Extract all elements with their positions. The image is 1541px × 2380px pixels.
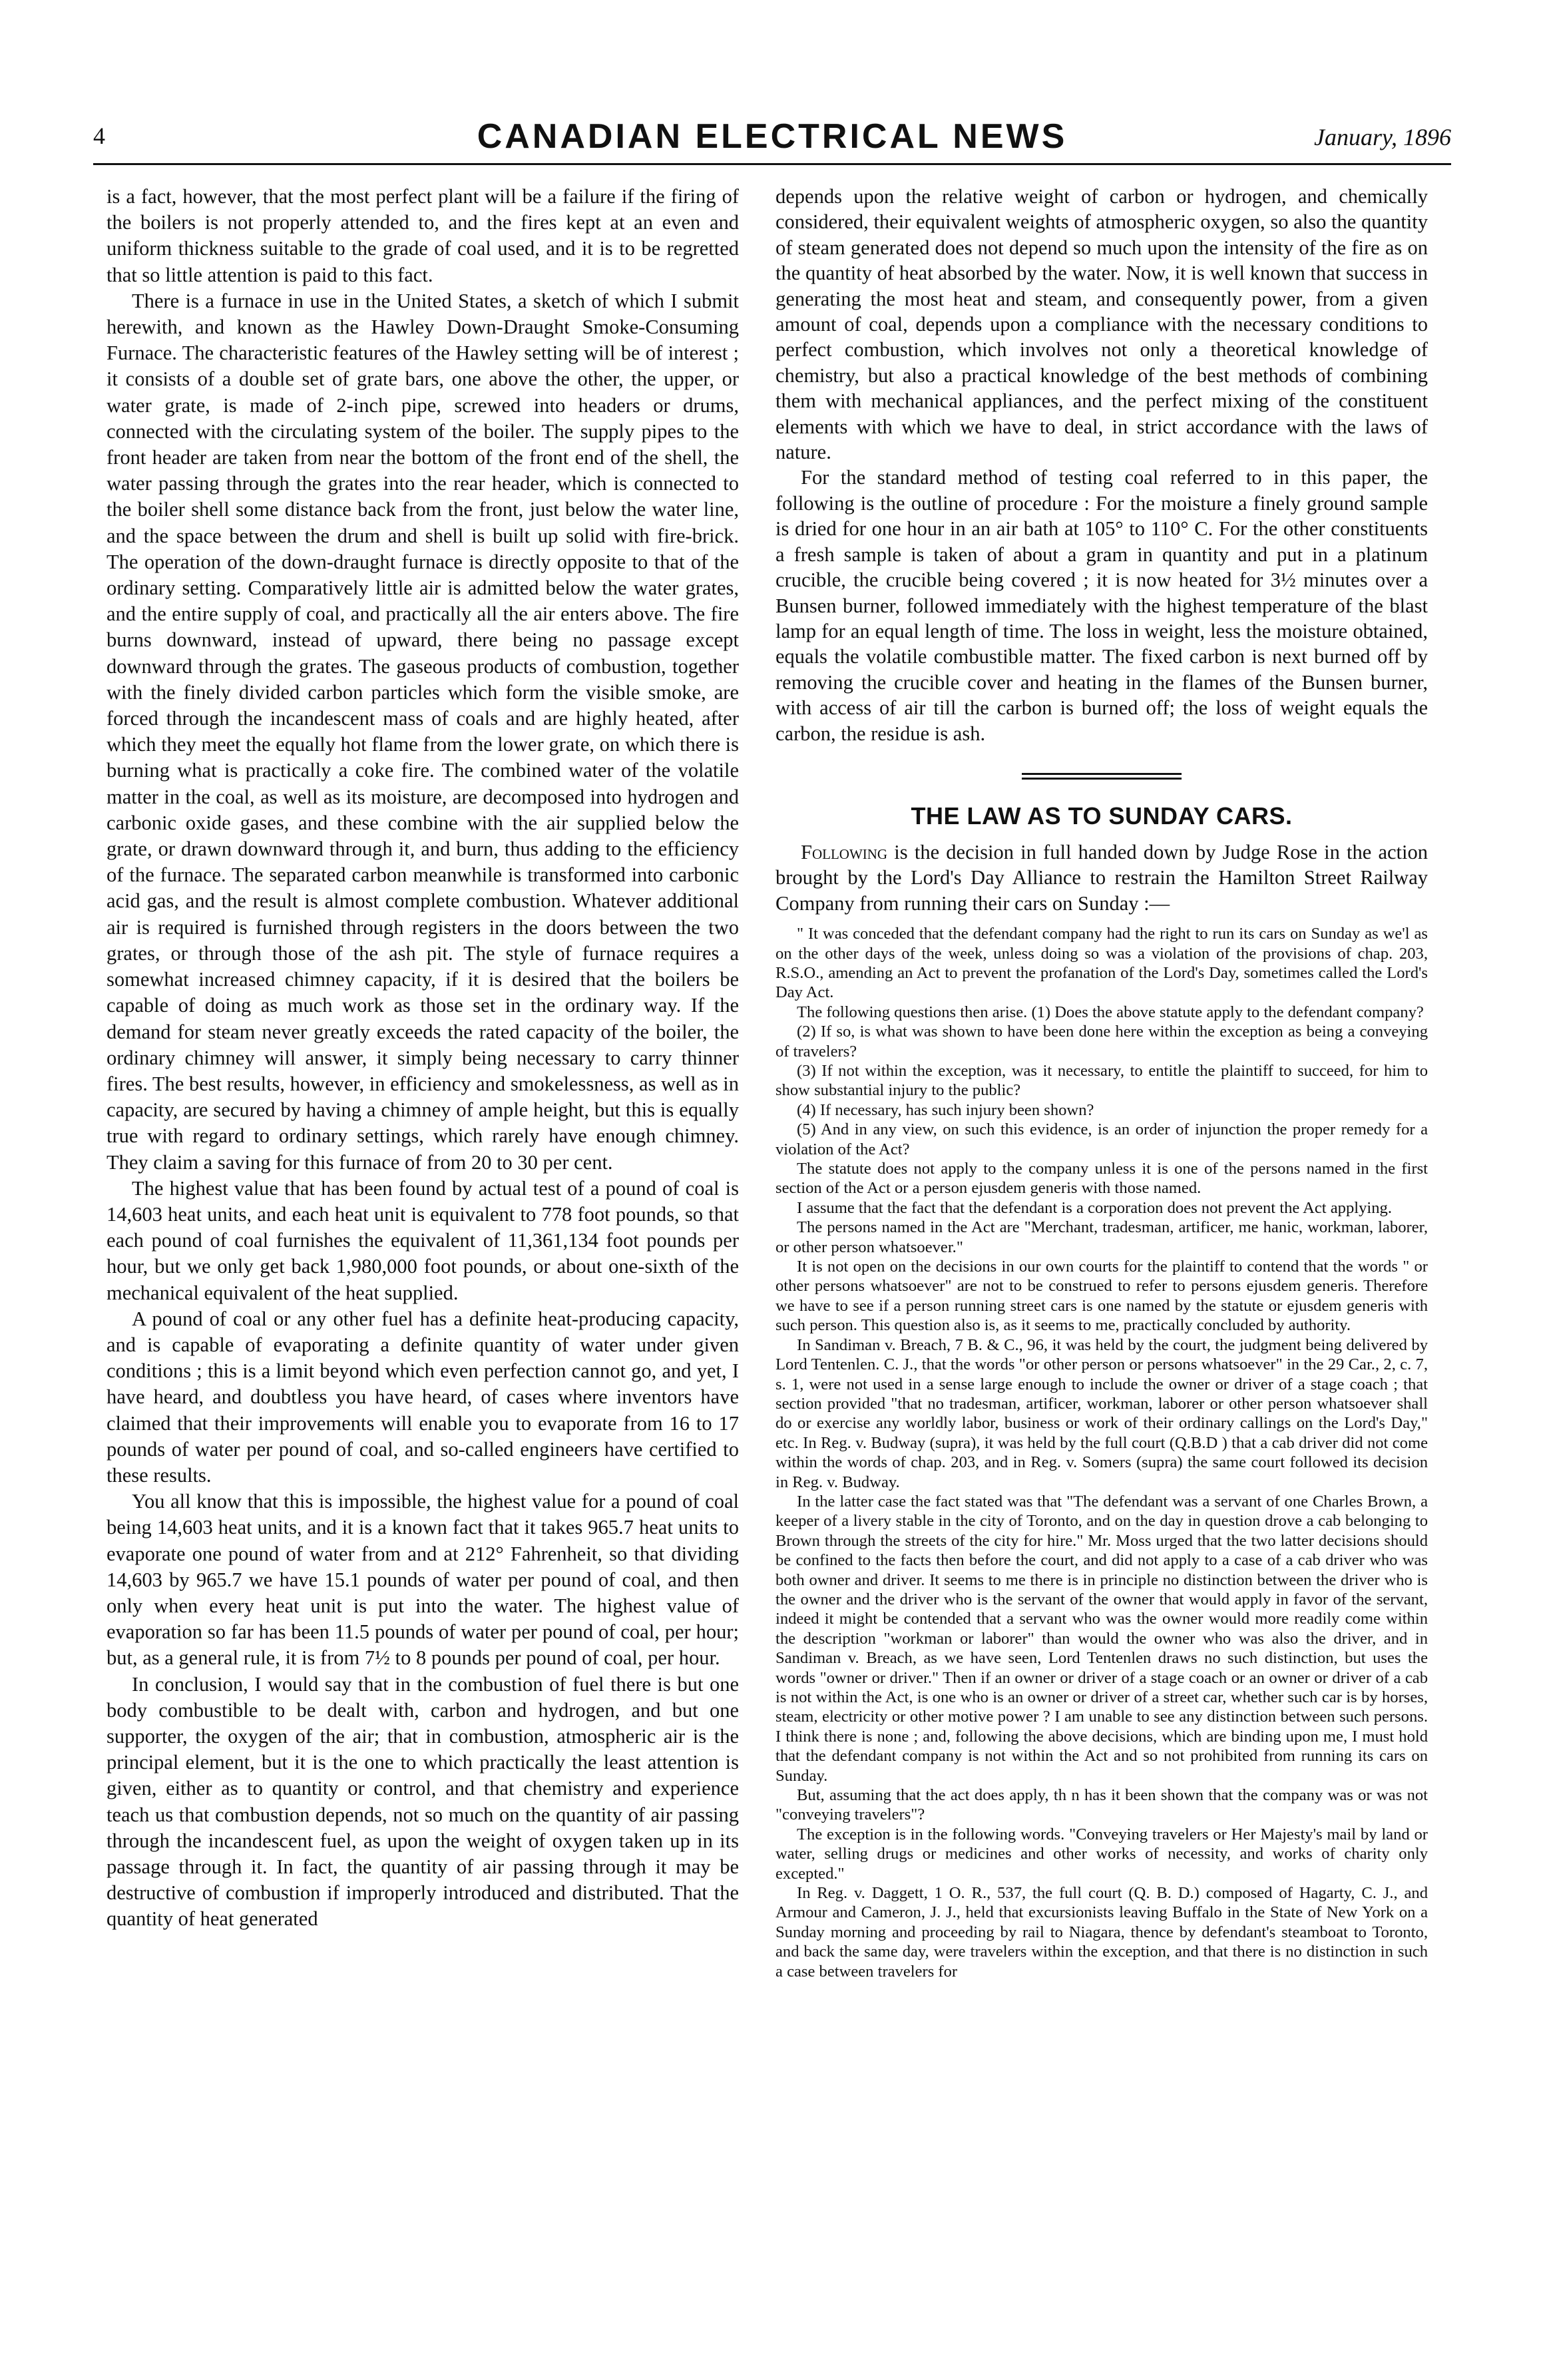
right-column [775,184,1428,1981]
paragraph: A pound of coal or any other fuel has a definite heat-producing capacity, and is capable of evaporating a definite quantity of water under given conditions ; this is a limit beyond which even perfection cannot go, and yet, I have heard, and doubtless you have heard, of cases where inventors have claimed that their improvements will enable you to evaporate from 16 to 17 pounds of water per pound of coal, and so-called engineers have certified to these results. [107,1307,739,1487]
article-heading: THE LAW AS TO SUNDAY CARS. [911,802,1293,830]
decision-paragraph: In Reg. v. Daggett, 1 O. R., 537, the full court (Q. B. D.) composed of Hagarty, C. J., and Armour and Cameron, J. J., held that excursionists leaving Buffalo in the State of New York on a Sunday morning and proceeding by rail to Niagara, thence by defendant's steamboat to Toronto, and back the same day, were travelers within the exception, and that there is no distinction in such a case between travelers for [775,1884,1428,1981]
paragraph: depends upon the relative weight of carbon or hydrogen, and chemically considered, their equivalent weights of atmospheric oxygen, so also the quantity of steam generated does not depend so much upon the intensity of the fire as on the quantity of heat absorbed by the water. Now, it is well known that success in generating the most heat and steam, and consequently power, from a given amount of coal, depends upon a compliance with the necessary conditions to perfect combustion, which involves not only a theoretical knowledge of chemistry, but also a practical knowledge of the best methods of combining them with mechanical appliances, and the perfect mixing of the constituent elements with which we have to deal, in strict accordance with the laws of nature. [775,185,1428,464]
decision-paragraph: In the latter case the fact stated was that "The defendant was a servant of one Charles Brown, a keeper of a livery stable in the city of Toronto, and on the day in question drove a cab belonging to Brown through the streets of the city for hire." Mr. Moss urged that the two latter decisions should be confined to the facts then before the court, and did not apply to a case of a cab driver who was both owner and driver. It seems to me there is in principle no distinction between the driver who is the owner and the driver who is the servant of the owner that would apply in favor of the servant, indeed it might be contended that a servant who was the owner would more readily come within the description "workman or laborer" than would the owner who was also the driver, and in Sandiman v. Breach, as we have seen, Lord Tentenlen draws no such distinction, but uses the words "owner or driver." Then if an owner or driver of a stage coach or an owner or driver of a cab is not within the Act, is one who is an owner or driver of a street car, whether such car is by horses, steam, electricity or other motive power ? I am unable to see any distinction between such persons. I think there is none ; and, following the above decisions, which are binding upon me, I must hold that the defendant company is not within the Act and so not prohibited from running its cars on Sunday. [775,1492,1428,1785]
paragraph: You all know that this is impossible, the highest value for a pound of coal being 14,603 heat units, and it is a known fact that it takes 965.7 heat units to evaporate one pound of water from and at 212° Fahrenheit, so that dividing 14,603 by 965.7 we have 15.1 pounds of water per pound of coal, and then only when every heat unit is put into the water. The highest value of evaporation so far has been 11.5 pounds of water per pound of coal, per hour; but, as a general rule, it is from 7½ to 8 pounds per pound of coal, per hour. [107,1490,739,1670]
page-number: 4 [93,122,105,149]
issue-date: January, 1896 [1314,124,1451,150]
masthead [93,117,1451,156]
decision-paragraph: In Sandiman v. Breach, 7 B. & C., 96, it was held by the court, the judgment being delivered by Lord Tentenlen. C. J., that the words "or other person or persons whatsoever" in the 29 Car., 2, c. 7, s. 1, were not used in a sense large enough to include the owner or driver of a stage coach ; that section provided "that no tradesman, artificer, workman, laborer or other person whatsoever shall do or exercise any worldly labor, business or work of their ordinary callings on the Lord's Day," etc. In Reg. v. Budway (supra), it was held by the full court (Q.B.D ) that a cab driver did not come within the words of chap. 203, and in Reg. v. Somers (supra) the same court followed its decision in Reg. v. Budway. [775,1335,1428,1491]
paragraph: For the standard method of testing coal referred to in this paper, the following is the outline of procedure : For the moisture a finely ground sample is dried for one hour in an air bath at 105° to 110° C. For the other constituents a fresh sample is taken of about a gram in quantity and put in a platinum crucible, the crucible being covered ; it is now heated for 3½ minutes over a Bunsen burner, followed immediately with the highest temperature of the blast lamp for an equal length of time. The loss in weight, less the moisture obtained, equals the volatile combustible matter. The fixed carbon is next burned off by removing the crucible cover and heating in the flames of the Bunsen burner, with access of air till the carbon is burned off; the loss of weight equals the carbon, the residue is ash. [775,466,1428,745]
masthead-rule [93,163,1451,165]
decision-paragraph: (4) If necessary, has such injury been shown? [797,1100,1094,1119]
lead-word: Following [801,840,888,863]
decision-paragraph: But, assuming that the act does apply, th n has it been shown that the company was or was not "conveying travelers"? [775,1786,1428,1824]
decision-paragraph: The statute does not apply to the company unless it is one of the persons named in the first section of the Act or a person ejusdem generis with those named. [775,1160,1428,1198]
article-lead [775,839,1428,916]
paragraph: is a fact, however, that the most perfect plant will be a failure if the firing of the boilers is not properly attended to, and the fires kept at an even and uniform thickness suitable to the grade of coal used, and it is to be regretted that so little attention is paid to this fact. [107,185,739,286]
publication-title: CANADIAN ELECTRICAL NEWS [477,117,1068,156]
decision-paragraph: (5) And in any view, on such this evidence, is an order of injunction the proper remedy for a violation of the Act? [775,1120,1428,1158]
decision-paragraph: (2) If so, is what was shown to have been done here within the exception as being a conveying of travelers? [775,1023,1428,1061]
paragraph: The highest value that has been found by actual test of a pound of coal is 14,603 heat units, and each heat unit is equivalent to 778 foot pounds, so that each pound of coal furnishes the equivalent of 11,361,134 foot pounds per hour, but we only get back 1,980,000 foot pounds, or about one-sixth of the mechanical equivalent of the heat supplied. [107,1176,739,1304]
decision-paragraph: The exception is in the following words. "Conveying travelers or Her Majesty's mail by land or water, selling drugs or medicines and other works of necessity, and works of charity only excepted." [775,1825,1428,1883]
decision-paragraph: I assume that the fact that the defendant is a corporation does not prevent the Act applying. [797,1198,1392,1217]
decision-paragraph: It is not open on the decisions in our own courts for the plaintiff to contend that the words " or other persons whatsoever" are not to be construed to refer to persons ejusdem generis. Therefore we have to see if a person running street cars is one named by the statute or ejusdem generis with such person. This question also is, as it seems to me, practically concluded by authority. [775,1258,1428,1335]
section-divider [1022,773,1182,780]
decision-paragraph: The following questions then arise. (1) Does the above statute apply to the defendant company? [797,1003,1424,1021]
paragraph: There is a furnace in use in the United States, a sketch of which I submit herewith, and known as the Hawley Down-Draught Smoke-Consuming Furnace. The characteristic features of the Hawley setting will be of interest ; it consists of a double set of grate bars, one above the other, the upper, or water grate, is made of 2-inch pipe, screwed into headers or drums, connected with the circulating system of the boiler. The supply pipes to the front header are taken from near the bottom of the front end of the shell, the water passing through the grates into the rear header, which is connected to the boiler shell some distance back from the front, just below the water line, and the space between the drum and shell is built up solid with fire-brick. The operation of the down-draught furnace is directly opposite to that of the ordinary setting. Comparatively little air is admitted below the water grates, and the entire supply of coal, and practically all the air enters above. The fire burns downward, instead of upward, there being no passage except downward through the grates. The gaseous products of combustion, together with the finely divided carbon particles which form the visible smoke, are forced through the incandescent mass of coals and are highly heated, after which they meet the equally hot flame from the lower grate, on which there is burning what is practically a coke fire. The combined water of the volatile matter in the coal, as well as its moisture, are decomposed into hydrogen and carbonic oxide gases, and these combine with the air supplied below the grate, or drawn downward through it, and burn, thus adding to the efficiency of the furnace. The separated carbon meanwhile is transformed into carbonic acid gas, and the result is almost complete combustion. Whatever additional air is required is furnished through registers in the doors between the two grates, or through those of the ash pit. The style of furnace requires a somewhat increased chimney capacity, if it is desired that the boilers be capable of doing as much work as those set in the ordinary way. If the demand for steam never greatly exceeds the rated capacity of the boiler, the ordinary chimney will answer, it simply being necessary to carry thinner fires. The best results, however, in efficiency and smokelessness, as well as in capacity, are secured by having a chimney of ample height, but this is equally true with regard to ordinary settings, which rarely have enough chimney. They claim a saving for this furnace of from 20 to 30 per cent. [107,289,739,1174]
lead-text: is the decision in full handed down by Judge Rose in the action brought by the Lord's Day Alliance to restrain the Hamilton Street Railway Company from running their cars on Sunday :— [775,840,1428,915]
paragraph: In conclusion, I would say that in the combustion of fuel there is but one body combustible to be dealt with, carbon and hydrogen, and but one supporter, the oxygen of the air; that in combustion, atmospheric air is the principal element, but it is the one to which practically the least attention is given, either as to quantity or control, and that chemistry and experience teach us that combustion depends, not so much on the quantity of air passing through the incandescent fuel, as upon the weight of oxygen taken up in its passage through it. In fact, the quantity of air passing through it may be destructive of combustion if improperly introduced and distributed. That the quantity of heat generated [107,1672,739,1931]
left-column [107,184,739,1933]
decision-paragraph: The persons named in the Act are "Merchant, tradesman, artificer, me hanic, workman, laborer, or other person whatsoever." [775,1218,1428,1256]
decision-paragraph: (3) If not within the exception, was it necessary, to entitle the plaintiff to succeed, for him to show substantial injury to the public? [775,1062,1428,1100]
decision-paragraph: " It was conceded that the defendant company had the right to run its cars on Sunday as we'l as on the other days of the week, unless doing so was a violation of the provisions of chap. 203, R.S.O., amending an Act to prevent the profanation of the Lord's Day, sometimes called the Lord's Day Act. [775,925,1428,1002]
